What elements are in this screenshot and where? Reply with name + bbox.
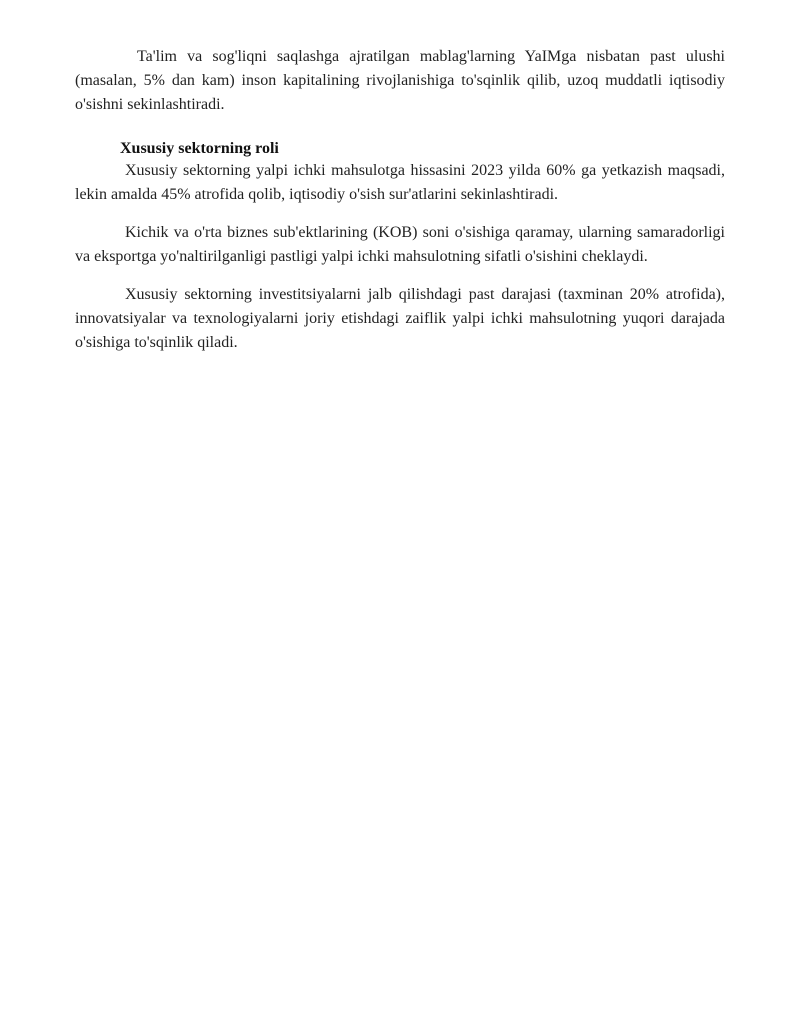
spacer bbox=[75, 207, 725, 221]
spacer bbox=[75, 269, 725, 283]
paragraph-sme-efficiency: Kichik va o'rta biznes sub'ektlarining (KOB) soni o'sishiga qaramay, ularning samaradorligi va eksportga yo'naltirilganligi pastligi yalpi ichki mahsulotning sifatli o'sishini cheklaydi. bbox=[75, 224, 725, 265]
paragraph-private-investment: Xususiy sektorning investitsiyalarni jalb qilishdagi past darajasi (taxminan 20% atrofida), innovatsiyalar va texnologiyalarni joriy etishdagi zaiflik yalpi ichki mahsulotning yuqori darajada o'sishiga to'sqinlik qiladi. bbox=[75, 286, 725, 351]
section-heading-private-sector: Xususiy sektorning roli bbox=[120, 140, 279, 157]
paragraph-private-sector-gdp-share: Xususiy sektorning yalpi ichki mahsulotga hissasini 2023 yilda 60% ga yetkazish maqsadi, lekin amalda 45% atrofida qolib, iqtisodiy o'sish sur'atlarini sekinlashtiradi. bbox=[75, 162, 725, 203]
paragraph-education-health-spending: Ta'lim va sog'liqni saqlashga ajratilgan mablag'larning YaIMga nisbatan past ulushi (masalan, 5% dan kam) inson kapitalining rivojlanishiga to'sqinlik qilib, uzoq muddatli iqtisodiy o'sishni sekinlashtiradi. bbox=[75, 48, 725, 113]
spacer bbox=[75, 117, 725, 139]
